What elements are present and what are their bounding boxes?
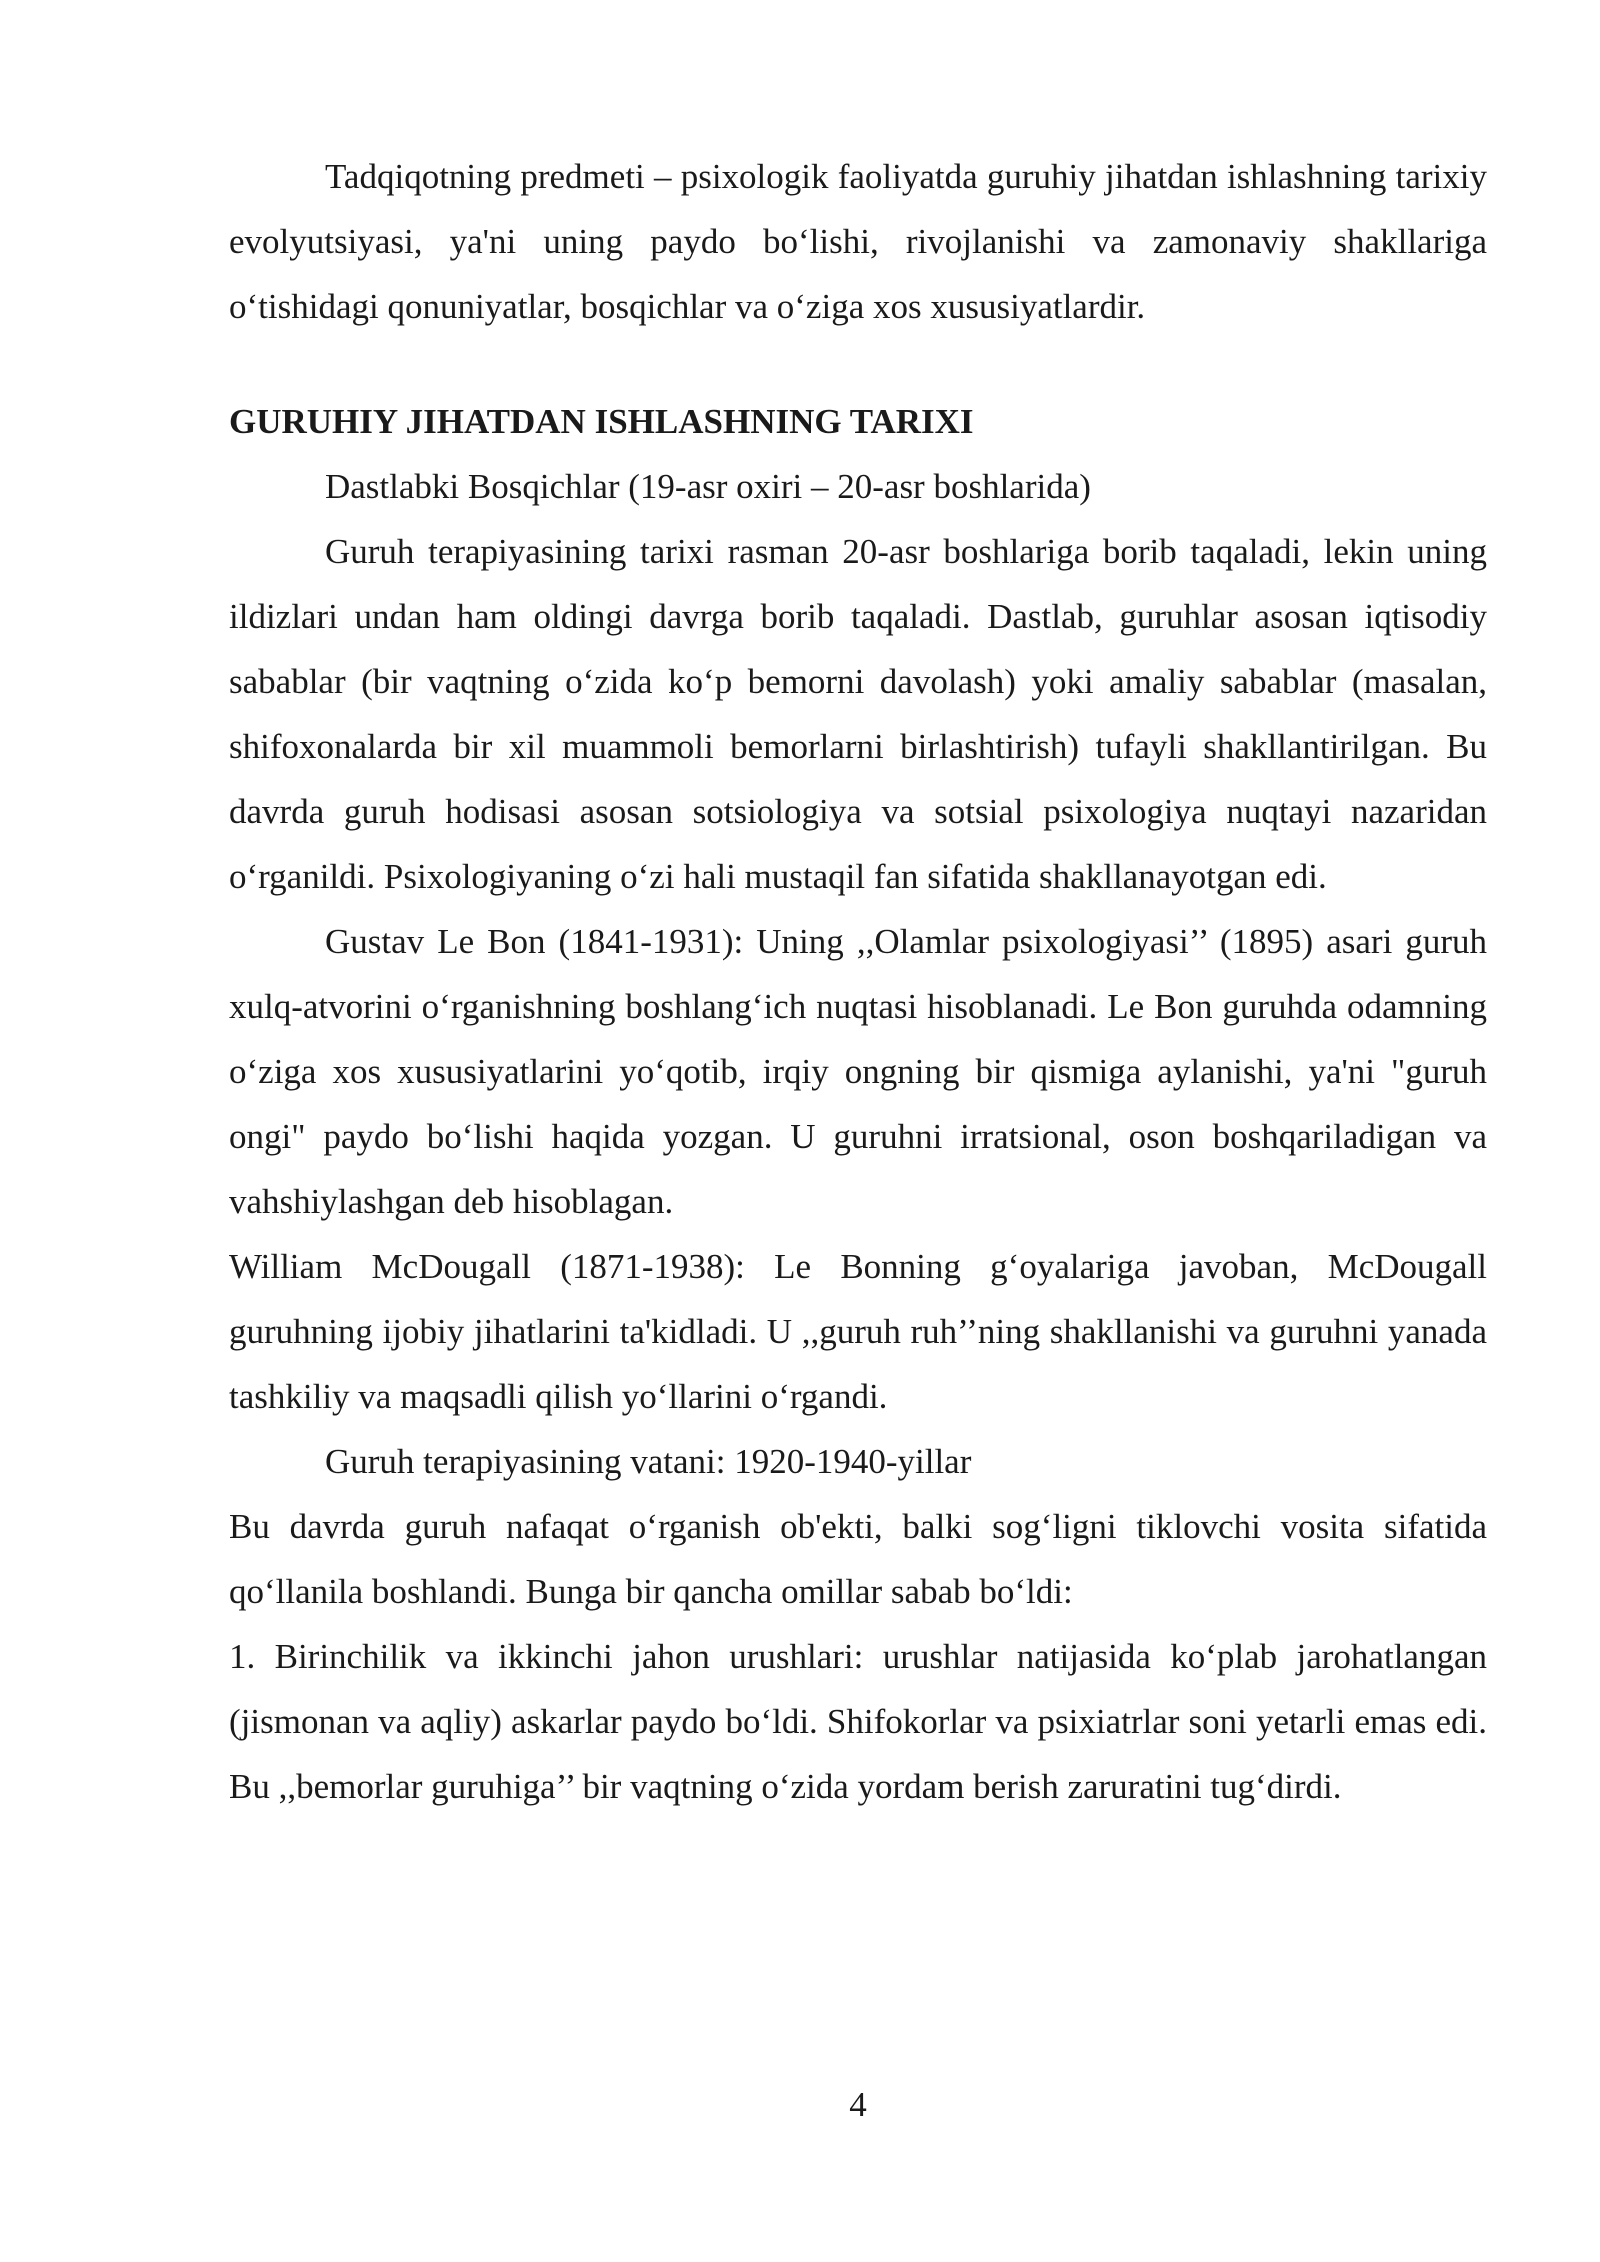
section-heading: GURUHIY JIHATDAN ISHLASHNING TARIXI <box>229 402 974 441</box>
paragraph-world-wars: 1. Birinchilik va ikkinchi jahon urushlari: urushlar natijasida koʻplab jarohatlangan (jismonan va aqliy) askarlar paydo boʻldi. Shifokorlar va psixiatrlar soni yetarli emas edi. Bu ,,bemorlar guruhiga’’ bir vaqtning oʻzida yordam berish zaruratini tugʻdirdi. <box>229 1637 1487 1806</box>
page-number: 4 <box>849 2085 867 2124</box>
paragraph-group-therapy-history: Guruh terapiyasining tarixi rasman 20-asr boshlariga borib taqaladi, lekin uning ildizlari undan ham oldingi davrga borib taqaladi. Dastlab, guruhlar asosan iqtisodiy sabablar (bir vaqtning oʻzida koʻp bemorni davolash) yoki amaliy sabablar (masalan, shifoxonalarda bir xil muammoli bemorlarni birlashtirish) tufayli shakllantirilgan. Bu davrda guruh hodisasi asosan sotsiologiya va sotsial psixologiya nuqtayi nazaridan oʻrganildi. Psixologiyaning oʻzi hali mustaqil fan sifatida shakllanayotgan edi. <box>229 532 1487 896</box>
paragraph-le-bon: Gustav Le Bon (1841-1931): Uning ,,Olamlar psixologiyasi’’ (1895) asari guruh xulq-atvorini oʻrganishning boshlangʻich nuqtasi hisoblanadi. Le Bon guruhda odamning oʻziga xos xususiyatlarini yoʻqotib, irqiy ongning bir qismiga aylanishi, ya'ni "guruh ongi" paydo boʻlishi haqida yozgan. U guruhni irratsional, oson boshqariladigan va vahshiylashgan deb hisoblagan. <box>229 922 1487 1221</box>
page-body <box>229 144 1487 1819</box>
section-spacer <box>229 339 1487 389</box>
subheading-early-stages: Dastlabki Bosqichlar (19-asr oxiri – 20-asr boshlarida) <box>325 467 1091 506</box>
intro-paragraph: Tadqiqotning predmeti – psixologik faoliyatda guruhiy jihatdan ishlashning tarixiy evolyutsiyasi, ya'ni uning paydo boʻlishi, rivojlanishi va zamonaviy shakllariga oʻtishidagi qonuniyatlar, bosqichlar va oʻziga xos xususiyatlardir. <box>229 157 1487 326</box>
paragraph-period-overview: Bu davrda guruh nafaqat oʻrganish ob'ekti, balki sogʻligni tiklovchi vosita sifatida qoʻllanila boshlandi. Bunga bir qancha omillar sabab boʻldi: <box>229 1507 1487 1611</box>
subheading-homeland: Guruh terapiyasining vatani: 1920-1940-yillar <box>325 1442 972 1481</box>
paragraph-mcdougall: William McDougall (1871-1938): Le Bonning gʻoyalariga javoban, McDougall guruhning ijobiy jihatlarini ta'kidladi. U ,,guruh ruh’’ning shakllanishi va guruhni yanada tashkiliy va maqsadli qilish yoʻllarini oʻrgandi. <box>229 1247 1487 1416</box>
